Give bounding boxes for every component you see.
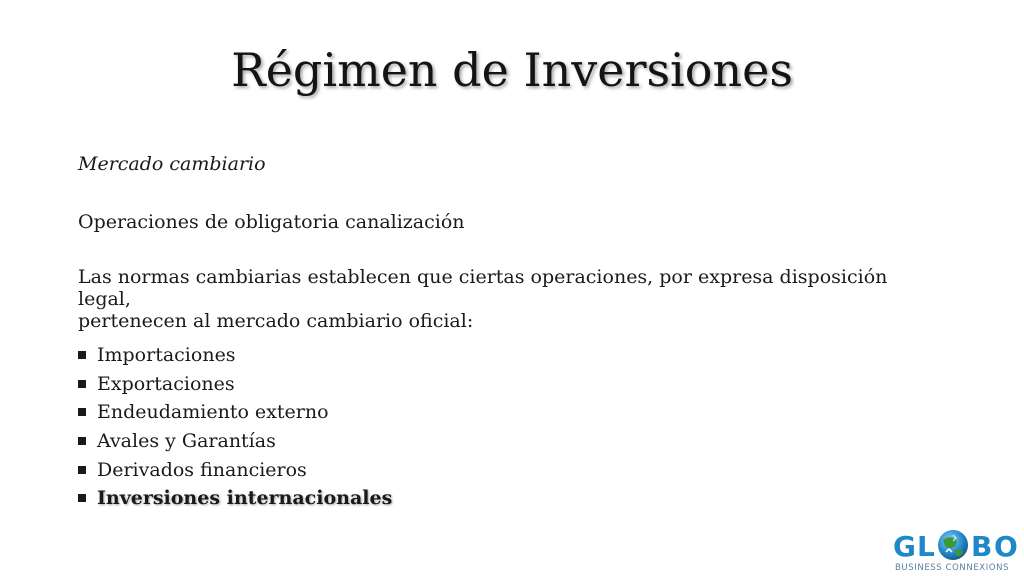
paragraph-line-1: Las normas cambiarias establecen que ciertas operaciones, por expresa disposición legal, xyxy=(78,266,888,310)
square-bullet-icon xyxy=(78,380,86,388)
list-item-text: Avales y Garantías xyxy=(97,430,276,453)
globo-logo xyxy=(893,528,1019,574)
section-subtitle: Mercado cambiario xyxy=(78,153,266,175)
section-heading: Operaciones de obligatoria canalización xyxy=(78,211,465,233)
square-bullet-icon xyxy=(78,466,86,474)
list-item-highlighted xyxy=(78,484,392,513)
body-paragraph xyxy=(78,266,938,332)
list-item-text: Endeudamiento externo xyxy=(97,401,329,424)
list-item-text: Exportaciones xyxy=(97,372,235,395)
svg-text:O: O xyxy=(994,530,1018,562)
square-bullet-icon xyxy=(78,408,86,416)
globe-icon xyxy=(938,530,968,560)
list-item xyxy=(78,455,392,484)
list-item xyxy=(78,398,392,427)
list-item xyxy=(78,427,392,456)
bullet-list xyxy=(78,341,392,513)
logo-tagline: BUSINESS CONNEXIONS xyxy=(895,563,1010,573)
globo-logo-mark xyxy=(893,528,1019,562)
list-item-text: Importaciones xyxy=(97,344,236,367)
square-bullet-icon xyxy=(78,351,86,359)
list-item-text: Derivados financieros xyxy=(97,458,307,481)
svg-text:G: G xyxy=(893,530,916,562)
svg-text:B: B xyxy=(971,530,993,562)
slide-title: Régimen de Inversiones xyxy=(231,43,793,97)
list-item xyxy=(78,341,392,370)
square-bullet-icon xyxy=(78,494,86,502)
list-item xyxy=(78,370,392,399)
square-bullet-icon xyxy=(78,437,86,445)
svg-text:L: L xyxy=(917,530,935,562)
paragraph-line-2: pertenecen al mercado cambiario oficial: xyxy=(78,310,474,332)
list-item-text: Inversiones internacionales xyxy=(97,487,393,510)
